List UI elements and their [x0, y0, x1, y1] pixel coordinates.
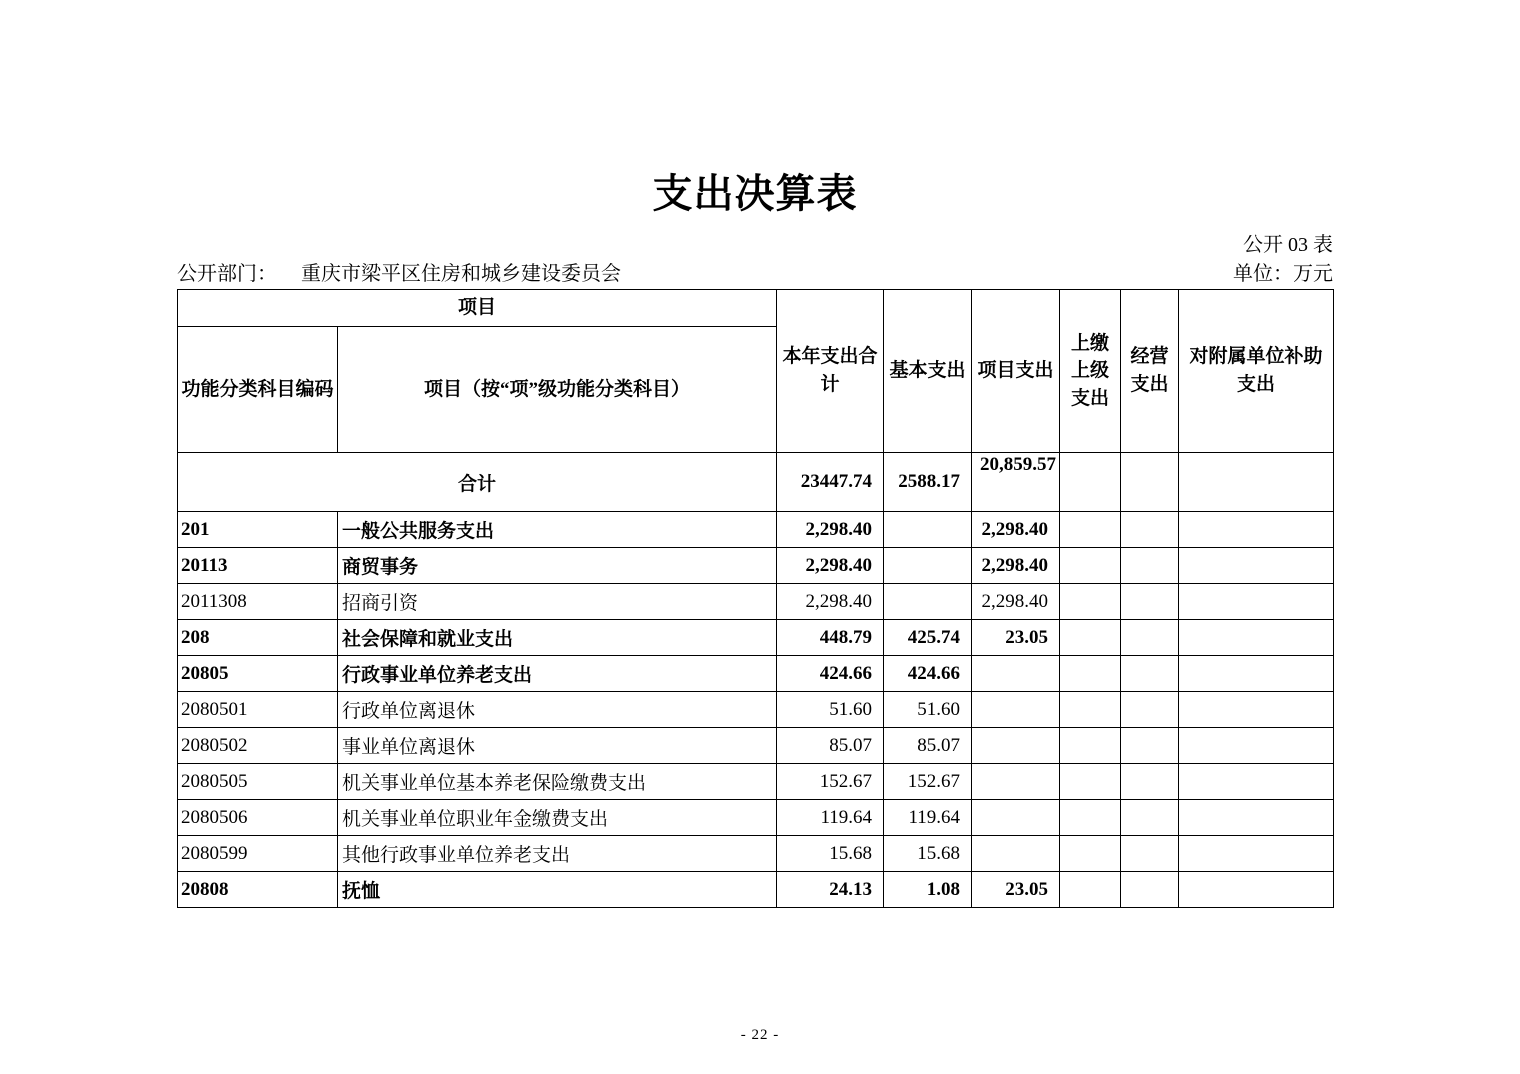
subsidy-cell — [1179, 764, 1334, 800]
project-exp-cell: 2,298.40 — [972, 584, 1060, 620]
col-header-function-code: 功能分类科目编码 — [178, 327, 338, 453]
table-row — [178, 728, 1334, 764]
project-exp-cell — [972, 728, 1060, 764]
basic-cell: 119.64 — [884, 800, 972, 836]
subsidy-cell — [1179, 872, 1334, 908]
table-row — [178, 800, 1334, 836]
operating-cell — [1121, 584, 1179, 620]
code-cell: 201 — [178, 512, 338, 548]
table-row — [178, 620, 1334, 656]
operating-cell — [1121, 800, 1179, 836]
subsidy-cell — [1179, 548, 1334, 584]
code-cell: 208 — [178, 620, 338, 656]
upper-level-cell — [1060, 620, 1121, 656]
basic-cell: 1.08 — [884, 872, 972, 908]
code-cell: 2080599 — [178, 836, 338, 872]
page-number: - 22 - — [740, 1027, 780, 1043]
table-row — [178, 656, 1334, 692]
basic-cell: 424.66 — [884, 656, 972, 692]
expenditure-table — [177, 289, 1334, 908]
item-name-cell: 事业单位离退休 — [338, 728, 777, 764]
total-subsidy-cell — [1179, 453, 1334, 512]
basic-cell — [884, 584, 972, 620]
project-exp-cell — [972, 836, 1060, 872]
project-exp-cell — [972, 656, 1060, 692]
upper-level-cell — [1060, 692, 1121, 728]
project-exp-cell — [972, 800, 1060, 836]
department-label: 公开部门： — [177, 263, 277, 285]
document-content — [177, 0, 1333, 908]
year-total-cell: 2,298.40 — [777, 584, 884, 620]
unit-label: 单位：万元 — [1233, 263, 1333, 285]
subsidy-cell — [1179, 584, 1334, 620]
item-name-cell: 社会保障和就业支出 — [338, 620, 777, 656]
subsidy-cell — [1179, 692, 1334, 728]
item-name-cell: 行政单位离退休 — [338, 692, 777, 728]
table-row — [178, 764, 1334, 800]
code-cell: 20113 — [178, 548, 338, 584]
total-year-total-cell: 23447.74 — [777, 453, 884, 512]
year-total-cell: 424.66 — [777, 656, 884, 692]
item-name-cell: 机关事业单位职业年金缴费支出 — [338, 800, 777, 836]
upper-level-cell — [1060, 800, 1121, 836]
upper-level-cell — [1060, 728, 1121, 764]
department-name: 重庆市梁平区住房和城乡建设委员会 — [301, 263, 621, 285]
operating-cell — [1121, 512, 1179, 548]
code-cell: 2080505 — [178, 764, 338, 800]
basic-cell: 425.74 — [884, 620, 972, 656]
item-name-cell: 行政事业单位养老支出 — [338, 656, 777, 692]
subsidy-cell — [1179, 512, 1334, 548]
operating-cell — [1121, 764, 1179, 800]
item-name-cell: 一般公共服务支出 — [338, 512, 777, 548]
item-name-cell: 其他行政事业单位养老支出 — [338, 836, 777, 872]
table-row — [178, 872, 1334, 908]
year-total-cell: 85.07 — [777, 728, 884, 764]
meta-line — [177, 261, 1333, 287]
code-cell: 2080506 — [178, 800, 338, 836]
upper-level-cell — [1060, 548, 1121, 584]
col-header-project-exp: 项目支出 — [972, 290, 1060, 453]
item-name-cell: 招商引资 — [338, 584, 777, 620]
subsidy-cell — [1179, 728, 1334, 764]
col-header-upper-level: 上缴上级支出 — [1060, 290, 1121, 453]
operating-cell — [1121, 728, 1179, 764]
year-total-cell: 15.68 — [777, 836, 884, 872]
total-project-exp-cell: 20,859.57 — [972, 453, 1060, 512]
total-row — [178, 453, 1334, 512]
total-basic-cell: 2588.17 — [884, 453, 972, 512]
total-operating-cell — [1121, 453, 1179, 512]
col-header-operating: 经营支出 — [1121, 290, 1179, 453]
basic-cell: 51.60 — [884, 692, 972, 728]
basic-cell: 85.07 — [884, 728, 972, 764]
code-cell: 2011308 — [178, 584, 338, 620]
project-exp-cell — [972, 692, 1060, 728]
project-exp-cell: 23.05 — [972, 872, 1060, 908]
project-exp-cell: 2,298.40 — [972, 548, 1060, 584]
col-header-basic: 基本支出 — [884, 290, 972, 453]
operating-cell — [1121, 620, 1179, 656]
year-total-cell: 51.60 — [777, 692, 884, 728]
code-cell: 2080502 — [178, 728, 338, 764]
sheet-number-label: 公开 03 表 — [1243, 234, 1333, 256]
upper-level-cell — [1060, 872, 1121, 908]
table-row — [178, 512, 1334, 548]
code-cell: 20805 — [178, 656, 338, 692]
subsidy-cell — [1179, 656, 1334, 692]
header-row-group — [178, 290, 1334, 327]
total-label-cell: 合计 — [178, 453, 777, 512]
col-header-subsidy: 对附属单位补助支出 — [1179, 290, 1334, 453]
col-header-project-group: 项目 — [178, 290, 777, 327]
year-total-cell: 448.79 — [777, 620, 884, 656]
table-row — [178, 692, 1334, 728]
subsidy-cell — [1179, 800, 1334, 836]
project-exp-cell: 2,298.40 — [972, 512, 1060, 548]
col-header-year-total: 本年支出合计 — [777, 290, 884, 453]
code-cell: 20808 — [178, 872, 338, 908]
basic-cell — [884, 548, 972, 584]
page-title: 支出决算表 — [652, 171, 858, 216]
operating-cell — [1121, 656, 1179, 692]
year-total-cell: 24.13 — [777, 872, 884, 908]
basic-cell: 15.68 — [884, 836, 972, 872]
upper-level-cell — [1060, 764, 1121, 800]
basic-cell: 152.67 — [884, 764, 972, 800]
col-header-item: 项目（按“项”级功能分类科目） — [338, 327, 777, 453]
year-total-cell: 2,298.40 — [777, 548, 884, 584]
operating-cell — [1121, 548, 1179, 584]
upper-level-cell — [1060, 512, 1121, 548]
project-exp-cell: 23.05 — [972, 620, 1060, 656]
department-line — [177, 261, 621, 287]
upper-level-cell — [1060, 656, 1121, 692]
table-row — [178, 836, 1334, 872]
subsidy-cell — [1179, 836, 1334, 872]
project-exp-cell — [972, 764, 1060, 800]
upper-level-cell — [1060, 836, 1121, 872]
subsidy-cell — [1179, 620, 1334, 656]
year-total-cell: 2,298.40 — [777, 512, 884, 548]
table-row — [178, 548, 1334, 584]
year-total-cell: 119.64 — [777, 800, 884, 836]
code-cell: 2080501 — [178, 692, 338, 728]
operating-cell — [1121, 872, 1179, 908]
table-row — [178, 584, 1334, 620]
operating-cell — [1121, 692, 1179, 728]
operating-cell — [1121, 836, 1179, 872]
total-upper-level-cell — [1060, 453, 1121, 512]
year-total-cell: 152.67 — [777, 764, 884, 800]
item-name-cell: 机关事业单位基本养老保险缴费支出 — [338, 764, 777, 800]
item-name-cell: 抚恤 — [338, 872, 777, 908]
upper-level-cell — [1060, 584, 1121, 620]
item-name-cell: 商贸事务 — [338, 548, 777, 584]
basic-cell — [884, 512, 972, 548]
